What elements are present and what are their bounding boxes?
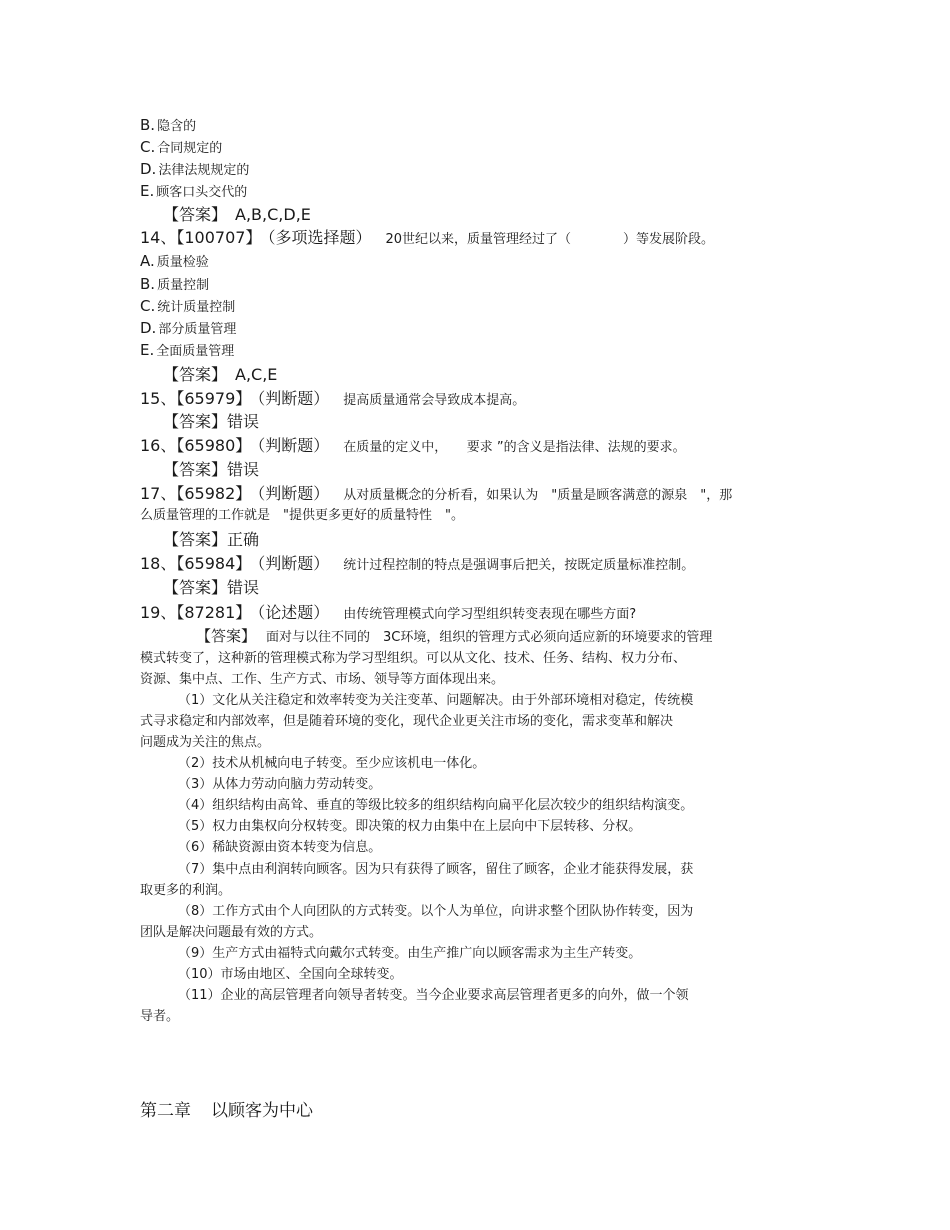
option-e: E. 全面质量管理 (140, 341, 235, 359)
list-item-cont: 团队是解决问题最有效的方式。 (140, 925, 323, 940)
list-item: （3）从体力劳动向脑力劳动转变。 (178, 777, 382, 792)
answer-q18: 【答案】错误 (163, 578, 260, 597)
chapter-heading: 第二章 以顾客为中心 (140, 1101, 313, 1121)
answer-q14: 【答案】 A,C,E (163, 365, 278, 384)
list-item: （4）组织结构由高耸、垂直的等级比较多的组织结构向扁平化层次较少的组织结构演变。 (178, 798, 694, 813)
question-15: 15、【65979】 （判断题） 提高质量通常会导致成本提高。 (140, 389, 526, 408)
list-item: （1）文化从关注稳定和效率转变为关注变革、问题解决。由于外部环境相对稳定，传统模 (178, 693, 694, 708)
option-b: B. 隐含的 (140, 116, 197, 134)
list-item-cont: 导者。 (140, 1009, 180, 1024)
list-item: （9）生产方式由福特式向戴尔式转变。由生产推广向以顾客需求为主生产转变。 (178, 946, 642, 961)
answer-q13: 【答案】 A,B,C,D,E (163, 205, 311, 224)
option-e: E. 顾客口头交代的 (140, 182, 248, 200)
option-b: B. 质量控制 (140, 275, 210, 293)
list-item: （10）市场由地区、全国向全球转变。 (178, 967, 403, 982)
list-item-cont: 式寻求稳定和内部效率，但是随着环境的变化，现代企业更关注市场的变化，需求变革和解决 (140, 714, 674, 729)
list-item: （6）稀缺资源由资本转变为信息。 (178, 840, 382, 855)
option-c: C. 统计质量控制 (140, 297, 236, 315)
option-c: C. 合同规定的 (140, 138, 223, 156)
question-17: 17、【65982】 （判断题） 从对质量概念的分析看，如果认为 "质量是顾客满意的源泉 "，那 (140, 484, 733, 503)
list-item-cont: 问题成为关注的焦点。 (140, 735, 271, 750)
list-item: （8）工作方式由个人向团队的方式转变。以个人为单位，向讲求整个团队协作转变，因为 (178, 904, 694, 919)
answer-q17: 【答案】正确 (163, 530, 260, 549)
question-17-cont: 么质量管理的工作就是 "提供更多更好的质量特性 "。 (140, 508, 464, 523)
question-19: 19、【87281】 （论述题） 由传统管理模式向学习型组织转变表现在哪些方面? (140, 603, 637, 622)
list-item: （7）集中点由利润转向顾客。因为只有获得了顾客，留住了顾客，企业才能获得发展，获 (178, 862, 694, 877)
answer-q19-line: 资源、集中点、工作、生产方式、市场、领导等方面体现出来。 (140, 672, 505, 687)
list-item-cont: 取更多的利润。 (140, 883, 232, 898)
answer-q16: 【答案】错误 (163, 460, 260, 479)
question-16: 16、【65980】 （判断题） 在质量的定义中， 要求 ”的含义是指法律、法规的要求。 (140, 436, 686, 455)
answer-q15: 【答案】错误 (163, 412, 260, 431)
answer-q19-line: 模式转变了，这种新的管理模式称为学习型组织。可以从文化、技术、任务、结构、权力分布、 (140, 651, 687, 666)
option-a: A. 质量检验 (140, 252, 209, 270)
question-18: 18、【65984】 （判断题） 统计过程控制的特点是强调事后把关，按既定质量标准控制。 (140, 554, 695, 573)
option-d: D. 部分质量管理 (140, 319, 237, 337)
list-item: （2）技术从机械向电子转变。至少应该机电一体化。 (178, 756, 486, 771)
list-item: （11）企业的高层管理者向领导者转变。当今企业要求高层管理者更多的向外，做一个领 (178, 988, 689, 1003)
option-d: D. 法律法规规定的 (140, 160, 250, 178)
list-item: （5）权力由集权向分权转变。即决策的权力由集中在上层向中下层转移、分权。 (178, 819, 642, 834)
question-14: 14、【100707】 （多项选择题） 20世纪以来，质量管理经过了（ ）等发展阶段。 (140, 228, 715, 247)
answer-q19-line: 【答案】 面对与以往不同的 3C环境，组织的管理方式必须向适应新的环境要求的管理 (196, 627, 713, 645)
